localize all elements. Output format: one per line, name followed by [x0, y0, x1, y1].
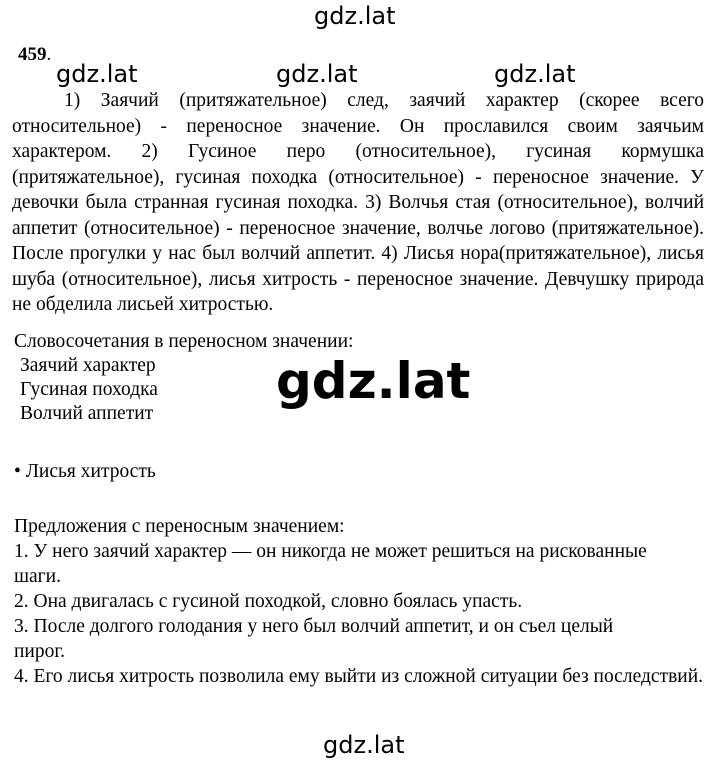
watermark-row-left: gdz.lat: [56, 60, 138, 88]
phrases-heading: Словосочетания в переносном значении:: [14, 331, 354, 352]
phrase-bullet: • Лисья хитрость: [14, 461, 156, 482]
sentence-item: 2. Она двигалась с гусиной походкой, словно боялась упасть.: [14, 591, 523, 612]
sentences-section: [14, 514, 704, 689]
watermark-bottom: gdz.lat: [323, 731, 405, 759]
sentences-list: [14, 539, 704, 689]
phrase-item: Гусиная походка: [20, 379, 158, 400]
phrase-item: Заячий характер: [20, 355, 156, 376]
sentence-item: 1. У него заячий характер — он никогда не может решиться на рискованные шаги.: [14, 541, 647, 587]
task-number-value: 459: [18, 44, 47, 65]
sentence-item: 4. Его лисья хитрость позволила ему выйти из сложной ситуации без последствий.: [14, 666, 704, 687]
sentence-item: 3. После долгого голодания у него был волчий аппетит, и он съел целый пирог.: [14, 616, 614, 662]
phrase-item: Волчий аппетит: [20, 403, 154, 424]
task-number: [18, 44, 51, 66]
watermark-large: gdz.lat: [276, 352, 471, 410]
watermark-top: gdz.lat: [314, 2, 396, 30]
watermark-row-center: gdz.lat: [276, 60, 358, 88]
task-number-dot: .: [46, 44, 52, 65]
watermark-row-right: gdz.lat: [494, 60, 576, 88]
answer-paragraph: 1) Заячий (притяжательное) след, заячий характер (скорее всего относительное) - переносное значение. Он прославился своим заячьим характером. 2) Гусиное перо (относительное), гусиная кормушка (притяжательное), гусиная походка (относительное) - переносное значение. У девочки была странная гусиная походка. 3) Волчья стая (относительное), волчий аппетит (относительное) - переносное значение, волчье логово (притяжательное). После прогулки у нас был волчий аппетит. 4) Лисья нора(притяжательное), лисья шуба (относительное), лисья хитрость - переносное значение. Девчушку природа не обделила лисьей хитростью.: [12, 90, 704, 315]
sentences-heading: Предложения с переносным значением:: [14, 516, 345, 537]
